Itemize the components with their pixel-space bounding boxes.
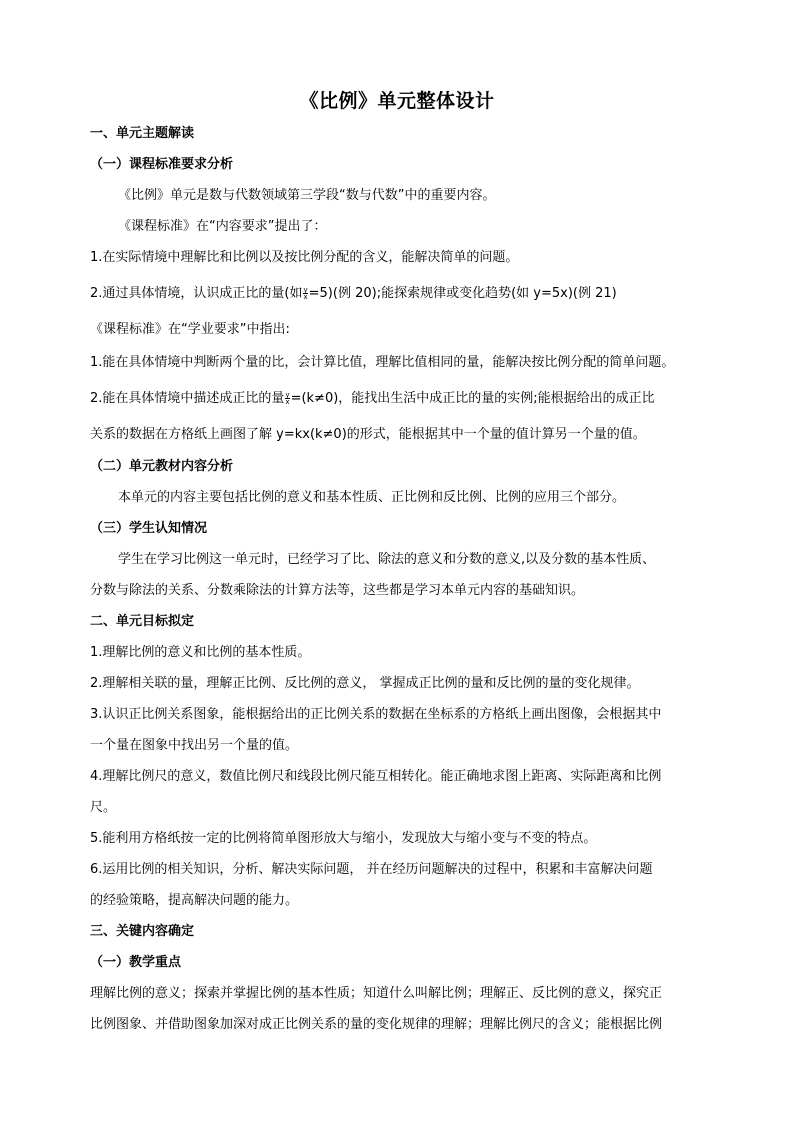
fraction-denominator: x xyxy=(303,293,308,301)
fraction-y-over-x xyxy=(285,392,289,405)
list-item: 5.能利用方格纸按一定的比例将简单图形放大与缩小，发现放大与缩小变与不变的特点。 xyxy=(90,831,597,846)
list-item-continuation: 尺。 xyxy=(90,800,117,815)
paragraph: 《比例》单元是数与代数领域第三学段“数与代数”中的重要内容。 xyxy=(118,188,496,203)
fraction-numerator: y xyxy=(285,391,290,399)
paragraph: 理解比例的意义；探索并掌握比例的基本性质；知道什么叫解比例；理解正、反比例的意义，探究正 xyxy=(90,986,663,1001)
text-segment: =(k≠0)，能找出生活中成正比的量的实例;能根据给出的成正比 xyxy=(290,391,655,406)
subsection-heading-1-1: （一）课程标准要求分析 xyxy=(90,157,234,172)
list-item: 1.能在具体情境中判断两个量的比，会计算比值，理解比值相同的量，能解决按比例分配的简单问题。 xyxy=(90,355,675,370)
section-heading-2: 二、单元目标拟定 xyxy=(90,614,195,629)
paragraph: 分数与除法的关系、分数乘除法的计算方法等，这些都是学习本单元内容的基础知识。 xyxy=(90,583,585,598)
text-segment: 2.通过具体情境，认识成正比的量(如 xyxy=(90,286,303,301)
text-segment: 2.能在具体情境中描述成正比的量 xyxy=(90,391,285,406)
list-item-continuation: 的经验策略，提高解决问题的能力。 xyxy=(90,893,299,908)
list-item xyxy=(90,286,617,302)
subsection-heading-1-3: （三）学生认知情况 xyxy=(90,521,208,536)
paragraph: 本单元的内容主要包括比例的意义和基本性质、正比例和反比例、比例的应用三个部分。 xyxy=(118,490,626,505)
fraction-denominator: x xyxy=(285,398,290,406)
list-item: 3.认识正比例关系图象，能根据给出的正比例关系的数据在坐标系的方格纸上画出图像，会根据其中 xyxy=(90,707,662,722)
section-heading-3: 三、关键内容确定 xyxy=(90,924,195,939)
section-heading-1: 一、单元主题解读 xyxy=(90,126,195,141)
fraction-y-over-x xyxy=(303,287,307,300)
paragraph: 比例图象、并借助图象加深对成正比例关系的量的变化规律的理解；理解比例尺的含义；能根据比例 xyxy=(90,1017,663,1032)
subsection-heading-3-1: （一）教学重点 xyxy=(90,955,182,970)
list-item: 1.理解比例的意义和比例的基本性质。 xyxy=(90,645,311,660)
list-item-continuation: 一个量在图象中找出另一个量的值。 xyxy=(90,738,299,753)
fraction-numerator: y xyxy=(303,286,308,294)
paragraph: 《课程标准》在“内容要求”提出了： xyxy=(118,219,327,234)
paragraph: 学生在学习比例这一单元时，已经学习了比、除法的意义和分数的意义,以及分数的基本性质、 xyxy=(118,552,656,567)
list-item: 1.在实际情境中理解比和比例以及按比例分配的含义，能解决简单的问题。 xyxy=(90,250,519,265)
list-item xyxy=(90,391,655,407)
paragraph: 《课程标准》在“学业要求”中指出: xyxy=(90,322,290,337)
paragraph: 关系的数据在方格纸上画图了解 y=kx(k≠0)的形式，能根据其中一个量的值计算另一个量的值。 xyxy=(90,427,646,442)
list-item: 6.运用比例的相关知识，分析、解决实际问题， 并在经历问题解决的过程中，积累和丰富解决问题 xyxy=(90,862,653,877)
text-segment: =5)(例 20);能探索规律或变化趋势(如 y=5x)(例 21) xyxy=(308,286,617,301)
list-item: 4.理解比例尺的意义，数值比例尺和线段比例尺能互相转化。能正确地求图上距离、实际距离和比例 xyxy=(90,769,662,784)
subsection-heading-1-2: （二）单元教材内容分析 xyxy=(90,459,234,474)
document-title: 《比例》单元整体设计 xyxy=(299,90,495,112)
list-item: 2.理解相关联的量，理解正比例、反比例的意义， 掌握成正比例的量和反比例的量的变化规律。 xyxy=(90,676,640,691)
